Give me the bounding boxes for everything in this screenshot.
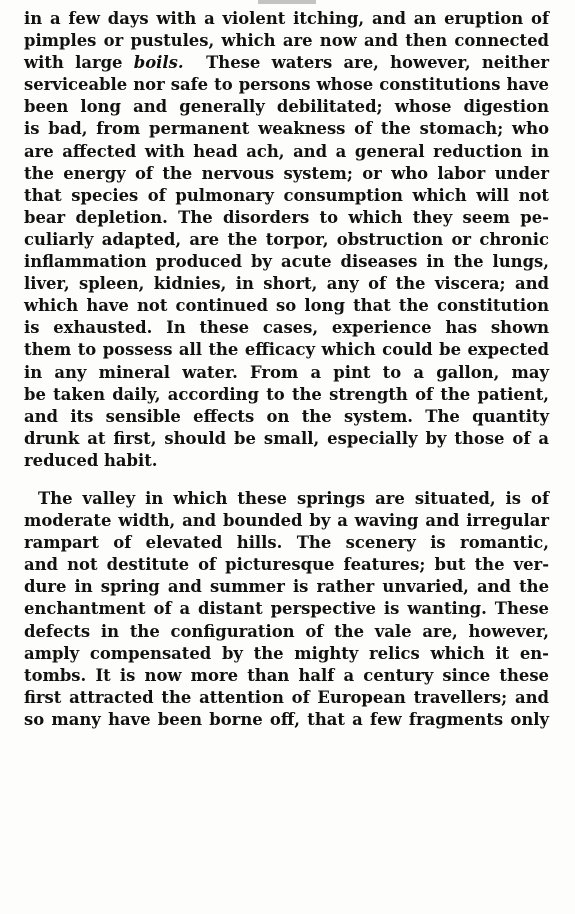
text-line: in a few days with a violent itching, and an eruption of bbox=[24, 9, 549, 28]
text-line: dure in spring and summer is rather unvaried, and the bbox=[24, 577, 549, 597]
paragraph-gap bbox=[24, 472, 549, 488]
text-line: first attracted the attention of European travellers; and bbox=[24, 687, 549, 707]
text-line: pimples or pustules, which are now and then connected bbox=[24, 31, 549, 51]
text-line-with-italic: with large boils. These waters are, however, neither bbox=[24, 53, 550, 73]
text-line: is exhausted. In these cases, experience has shown bbox=[24, 318, 549, 338]
text-line: culiarly adapted, are the torpor, obstruction or chronic bbox=[24, 229, 549, 249]
text-line: moderate width, and bounded by a waving and irregular bbox=[24, 511, 549, 531]
paragraph-2 bbox=[24, 488, 549, 731]
text-line: so many have been borne off, that a few fragments only bbox=[24, 709, 549, 729]
text-line: rampart of elevated hills. The scenery is romantic, bbox=[24, 533, 549, 553]
text-line: and its sensible effects on the system. The quantity bbox=[24, 406, 549, 426]
scan-artifact bbox=[258, 0, 316, 4]
text-line: which have not continued so long that the constitution bbox=[24, 296, 549, 316]
text-line: drunk at first, should be small, especially by those of a bbox=[24, 428, 549, 448]
text-line: inflammation produced by acute diseases in the lungs, bbox=[24, 252, 549, 272]
text-line: liver, spleen, kidnies, in short, any of the viscera; and bbox=[24, 274, 549, 294]
text-line: been long and generally debilitated; whose digestion bbox=[24, 97, 549, 117]
text-line: that species of pulmonary consumption which will not bbox=[24, 185, 549, 205]
text-line: defects in the configuration of the vale are, however, bbox=[24, 621, 549, 641]
text-line: bear depletion. The disorders to which they seem pe- bbox=[24, 207, 549, 227]
text-line: and not destitute of picturesque features; but the ver- bbox=[24, 555, 549, 575]
italic-word: boils. bbox=[133, 53, 184, 73]
text-line: in any mineral water. From a pint to a gallon, may bbox=[24, 362, 549, 382]
paragraph-1 bbox=[24, 8, 549, 472]
text-line: tombs. It is now more than half a century since these bbox=[24, 665, 549, 685]
text-line: reduced habit. bbox=[24, 450, 158, 470]
text-line: serviceable nor safe to persons whose constitutions have bbox=[24, 75, 549, 95]
text-line: amply compensated by the mighty relics which it en- bbox=[24, 643, 549, 663]
text-line: them to possess all the efficacy which could be expected bbox=[24, 340, 549, 360]
text-line: the energy of the nervous system; or who labor under bbox=[24, 163, 549, 183]
text-line: be taken daily, according to the strength of the patient, bbox=[24, 384, 549, 404]
body-text bbox=[24, 8, 549, 731]
text-line: The valley in which these springs are situated, is of bbox=[38, 488, 549, 508]
text-line: are affected with head ach, and a general reduction in bbox=[24, 141, 549, 161]
text-line: enchantment of a distant perspective is wanting. These bbox=[24, 599, 549, 619]
text-line: is bad, from permanent weakness of the stomach; who bbox=[24, 119, 549, 139]
